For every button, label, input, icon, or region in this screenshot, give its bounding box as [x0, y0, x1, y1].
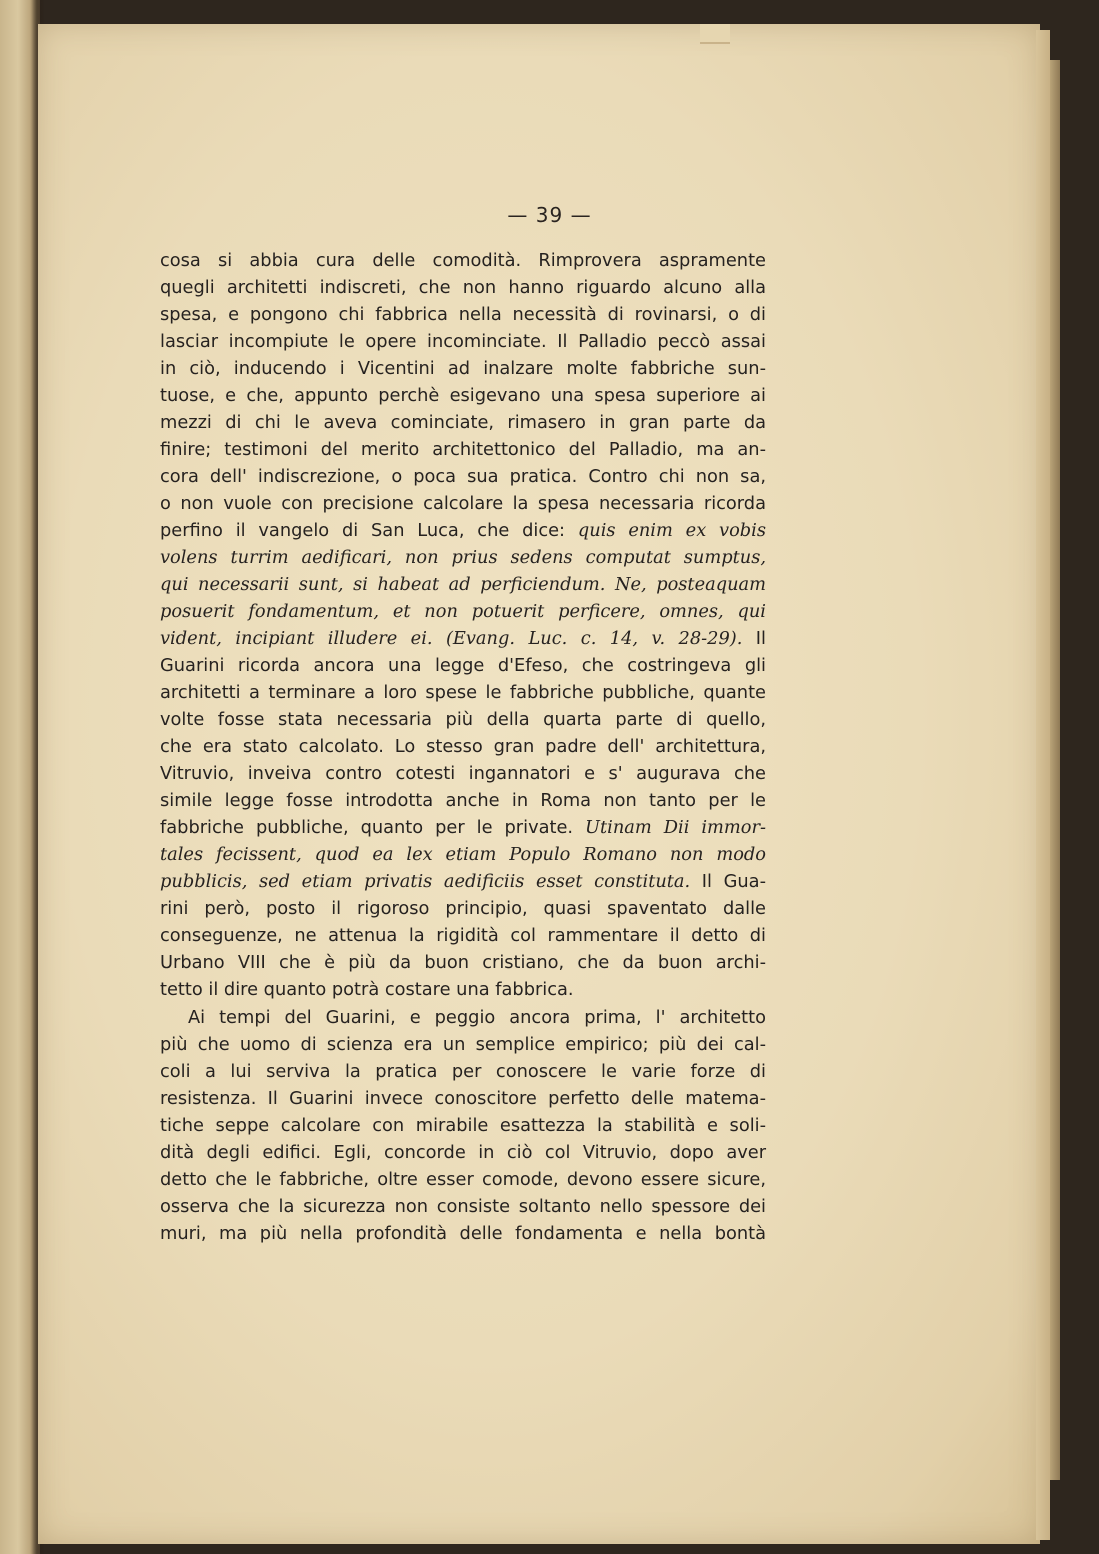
text-segment: resistenza. Il Guarini invece conoscitore perfetto delle matema-	[160, 1088, 766, 1109]
text-line	[160, 1112, 766, 1139]
text-segment: volte fosse stata necessaria più della quarta parte di quello,	[160, 709, 766, 730]
text-segment: Il	[742, 628, 766, 649]
text-segment: dità degli edifici. Egli, concorde in ciò col Vitruvio, dopo aver	[160, 1142, 766, 1163]
text-segment: quegli architetti indiscreti, che non hanno riguardo alcuno alla	[160, 277, 766, 298]
text-line	[160, 787, 766, 814]
text-line	[160, 706, 766, 733]
text-line	[160, 841, 766, 868]
page-number: — 39 —	[507, 203, 592, 227]
italic-latin-quote: Utinam Dii immor-	[585, 817, 766, 838]
text-line	[160, 814, 766, 841]
text-segment: che era stato calcolato. Lo stesso gran padre dell' architettura,	[160, 736, 766, 757]
text-segment: coli a lui serviva la pratica per conoscere le varie forze di	[160, 1061, 766, 1082]
text-line	[160, 733, 766, 760]
text-line	[160, 895, 766, 922]
italic-latin-quote: volens turrim aedificari, non prius sedens computat sumptus,	[160, 547, 766, 568]
text-segment: rini però, posto il rigoroso principio, quasi spaventato dalle	[160, 898, 766, 919]
text-segment: mezzi di chi le aveva cominciate, rimasero in gran parte da	[160, 412, 766, 433]
text-segment: lasciar incompiute le opere incominciate. Il Palladio peccò assai	[160, 331, 766, 352]
text-line	[160, 625, 766, 652]
paragraph	[160, 1004, 766, 1247]
body-text	[160, 247, 766, 1247]
text-line	[160, 1193, 766, 1220]
text-line	[160, 1031, 766, 1058]
italic-latin-quote: quis enim ex vobis	[577, 520, 766, 541]
italic-latin-quote: posuerit fondamentum, et non potuerit perficere, omnes, qui	[160, 601, 766, 622]
text-line	[160, 1004, 766, 1031]
text-segment: osserva che la sicurezza non consiste soltanto nello spessore dei	[160, 1196, 766, 1217]
text-segment: Il Gua-	[690, 871, 766, 892]
text-segment: tetto il dire quanto potrà costare una fabbrica.	[160, 979, 574, 1000]
text-segment: simile legge fosse introdotta anche in Roma non tanto per le	[160, 790, 766, 811]
text-line	[160, 436, 766, 463]
text-line	[160, 949, 766, 976]
text-segment: o non vuole con precisione calcolare la spesa necessaria ricorda	[160, 493, 766, 514]
text-line	[160, 301, 766, 328]
text-line	[160, 274, 766, 301]
text-line	[160, 571, 766, 598]
text-segment: spesa, e pongono chi fabbrica nella necessità di rovinarsi, o di	[160, 304, 766, 325]
text-line	[160, 1085, 766, 1112]
text-segment: in ciò, inducendo i Vicentini ad inalzare molte fabbriche sun-	[160, 358, 766, 379]
text-segment: più che uomo di scienza era un semplice empirico; più dei cal-	[160, 1034, 766, 1055]
text-line	[160, 247, 766, 274]
text-segment: cora dell' indiscrezione, o poca sua pratica. Contro chi non sa,	[160, 466, 766, 487]
text-segment: Vitruvio, inveiva contro cotesti ingannatori e s' augurava che	[160, 763, 766, 784]
text-line	[160, 1166, 766, 1193]
text-segment: fabbriche pubbliche, quanto per le private.	[160, 817, 586, 838]
page-stack-edge	[1036, 30, 1050, 1540]
text-segment: architetti a terminare a loro spese le fabbriche pubbliche, quante	[160, 682, 766, 703]
text-line	[160, 409, 766, 436]
text-line	[160, 652, 766, 679]
text-line	[160, 382, 766, 409]
text-segment: Ai tempi del Guarini, e peggio ancora prima, l' architetto	[188, 1007, 766, 1028]
text-line	[160, 1220, 766, 1247]
text-segment: cosa si abbia cura delle comodità. Rimprovera aspramente	[160, 250, 766, 271]
text-line	[160, 922, 766, 949]
text-segment: tuose, e che, appunto perchè esigevano una spesa superiore ai	[160, 385, 766, 406]
text-line	[160, 517, 766, 544]
text-line	[160, 760, 766, 787]
text-line	[160, 1058, 766, 1085]
italic-latin-quote: pubblicis, sed etiam privatis aedificiis esset constituta.	[160, 871, 691, 892]
text-line	[160, 976, 766, 1003]
text-line	[160, 868, 766, 895]
text-segment: detto che le fabbriche, oltre esser comode, devono essere sicure,	[160, 1169, 766, 1190]
text-line	[160, 490, 766, 517]
text-line	[160, 463, 766, 490]
text-line	[160, 598, 766, 625]
text-segment: Urbano VIII che è più da buon cristiano, che da buon archi-	[160, 952, 766, 973]
text-line	[160, 328, 766, 355]
italic-latin-quote: tales fecissent, quod ea lex etiam Populo Romano non modo	[160, 844, 766, 865]
text-line	[160, 679, 766, 706]
italic-latin-quote: qui necessarii sunt, si habeat ad perficiendum. Ne, posteaquam	[160, 574, 766, 595]
paragraph	[160, 247, 766, 1003]
text-segment: tiche seppe calcolare con mirabile esattezza la stabilità e soli-	[160, 1115, 766, 1136]
page-tear-notch	[700, 24, 730, 44]
italic-latin-quote: vident, incipiant illudere ei. (Evang. Luc. c. 14, v. 28-29).	[160, 628, 743, 649]
text-segment: conseguenze, ne attenua la rigidità col rammentare il detto di	[160, 925, 766, 946]
page-stack-edge-outer	[1050, 60, 1060, 1480]
text-segment: perfino il vangelo di San Luca, che dice:	[160, 520, 578, 541]
text-line	[160, 1139, 766, 1166]
text-segment: Guarini ricorda ancora una legge d'Efeso, che costringeva gli	[160, 655, 766, 676]
text-line	[160, 355, 766, 382]
text-line	[160, 544, 766, 571]
text-segment: muri, ma più nella profondità delle fondamenta e nella bontà	[160, 1223, 766, 1244]
text-segment: finire; testimoni del merito architettonico del Palladio, ma an-	[160, 439, 766, 460]
